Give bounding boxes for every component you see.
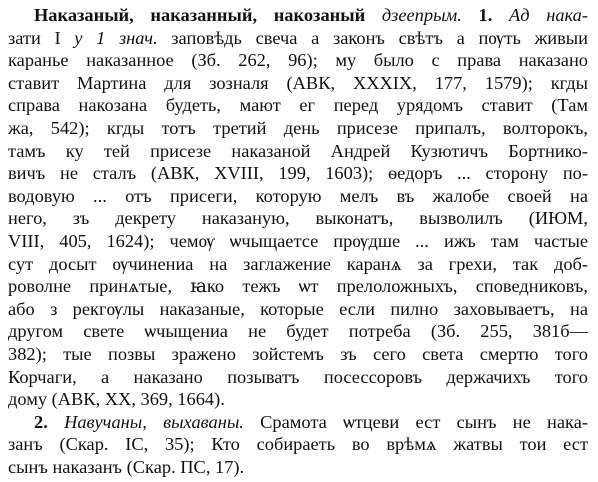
text-line-last — [8, 455, 588, 479]
headword: Наказаный, наказанный, накозаный — [34, 5, 366, 25]
text-segment: занъ (Скар. ІС, 35); Кто собираеть во врѣмѧ жатвы тои ест — [8, 434, 588, 455]
text-line — [8, 71, 588, 95]
text-line — [8, 116, 588, 140]
text-segment: дому (АВК, ХХ, 369, 1664). — [8, 389, 225, 410]
text-segment: сут досыт ѹчинениа на заглажение каранѧ за грехи, так доб- — [8, 253, 588, 274]
text-segment: або з рекгѹлы наказаные, которые если пилно заховываетъ, на — [8, 298, 588, 319]
text-line — [8, 93, 588, 117]
text-segment: жа, 542); кгды тотъ третий день присезе припалъ, волторокъ, — [8, 118, 588, 138]
text-segment: справа накозана будеть, мают ег перед урядомъ ставит (Там — [8, 95, 588, 116]
text-line — [8, 206, 588, 230]
text-line — [8, 365, 588, 389]
text-line — [8, 161, 588, 185]
text-segment: сынъ наказанъ (Скар. ПС, 17). — [8, 457, 245, 477]
text-segment: водовую ... отъ присеги, которую мелъ въ жалобе своей на — [8, 185, 588, 206]
sense-gloss: Ад нака- — [509, 5, 588, 25]
text-segment: другом свете ѡчыщениа не будет потреба (Зб. 255, 381б— — [8, 321, 588, 342]
text-line — [8, 252, 588, 276]
text-segment-italic: у 1 знач. — [74, 27, 158, 48]
text-line — [8, 342, 588, 366]
text-line — [8, 432, 588, 456]
text-segment: Срамота ѡтцеви ест сынъ не нака- — [243, 411, 588, 432]
text-segment: роволне принѧтые, ꙗко тежъ ѡт прелоложныхъ, споведниковъ, — [8, 276, 588, 297]
text-segment: заповѣдь свеча а законъ свѣтъ а пѹть живыи — [157, 27, 589, 48]
text-segment: Корчаги, а наказано позыватъ посессоровъ держачихъ того — [8, 366, 588, 387]
text-line — [8, 229, 588, 253]
text-segment: зати І — [8, 27, 75, 48]
text-line — [8, 48, 588, 72]
text-segment: тамъ ку тей присезе наказаной Андрей Кузютичъ Бортнико- — [8, 140, 588, 161]
sense-number: 2. — [34, 411, 48, 432]
text-segment: ставит Мартина для зозналя (АВК, ХХХІХ, 177, 1579); кгды — [8, 72, 588, 93]
entry-headword-line — [34, 3, 588, 27]
text-segment: него, зъ декрету наказаную, выконатъ, вызволилъ (ИЮМ, — [8, 208, 588, 229]
text-segment: каранье наказанное (Зб. 262, 96); му было с права наказано — [8, 50, 588, 71]
text-line — [8, 139, 588, 163]
sense-number: 1. — [478, 5, 493, 25]
text-segment: VІІІ, 405, 1624); чемѹ ѡчыщаетсе прѹдше ... ижъ там частые — [8, 231, 588, 251]
text-line — [8, 274, 588, 298]
text-line — [8, 184, 588, 208]
text-line-last — [8, 387, 588, 411]
text-line — [8, 319, 588, 343]
text-segment: вичъ не сталъ (АВК, ХVІІІ, 199, 1603); ѳедоръ ... сторону по- — [8, 163, 588, 184]
text-line — [8, 297, 588, 321]
entry-sense-2-line — [34, 410, 588, 434]
text-segment: 382); тые позвы зражено зойстемъ зъ сего света смертю того — [8, 344, 588, 364]
part-of-speech: дзеепрым. — [381, 5, 462, 25]
text-line — [8, 26, 588, 50]
sense-gloss: Навучаны, выхаваны. — [47, 411, 244, 432]
